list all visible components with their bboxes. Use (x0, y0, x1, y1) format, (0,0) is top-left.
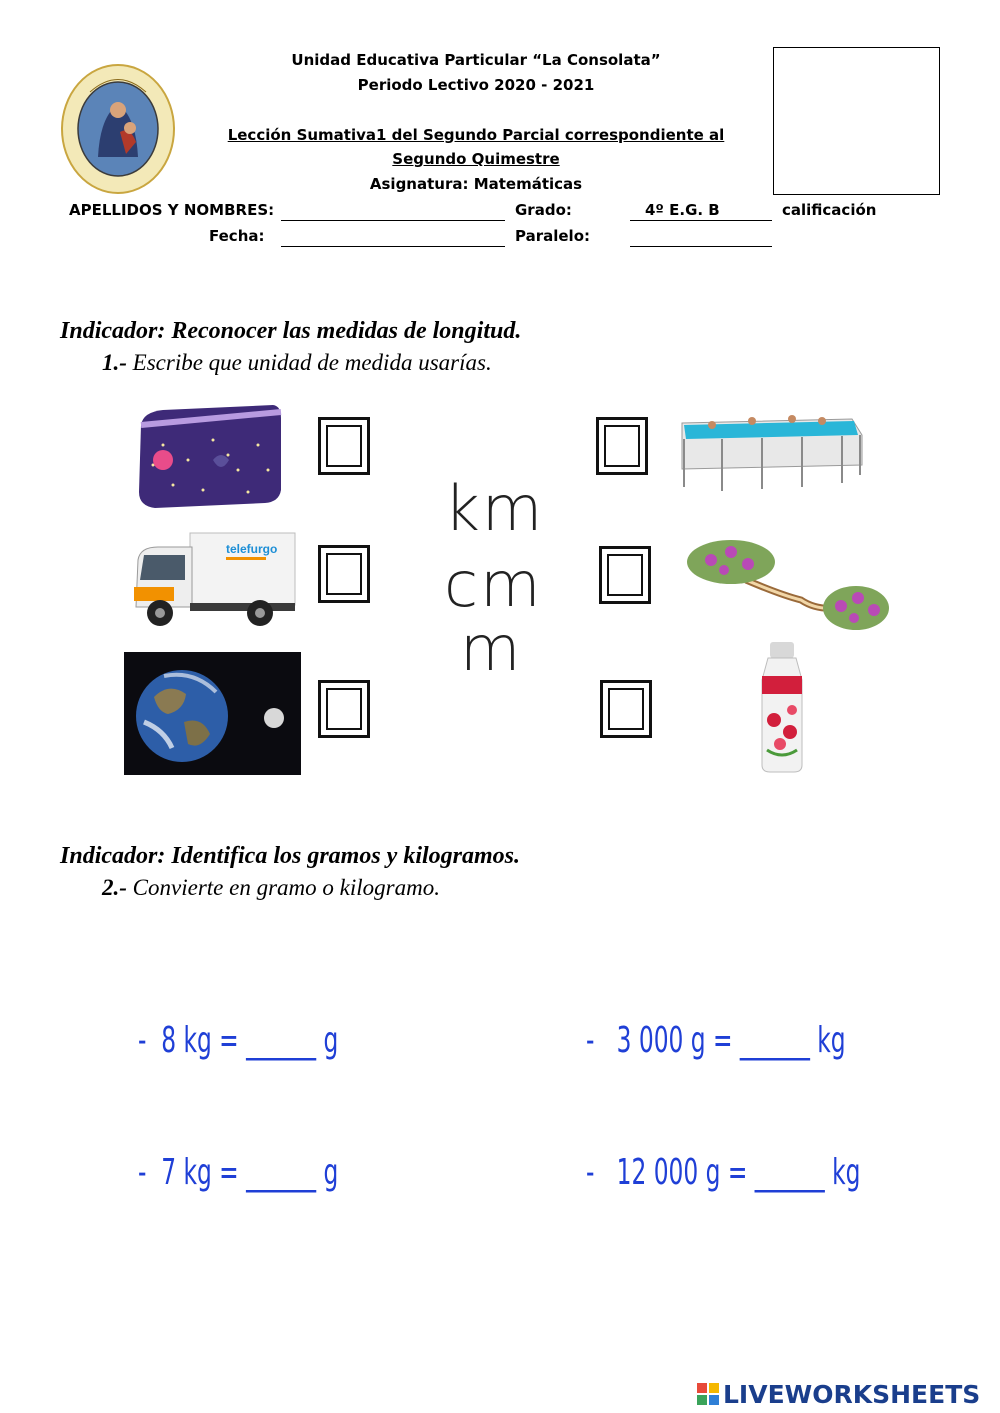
exercise-7kg[interactable]: - 7 kg = ______ g (138, 1152, 339, 1193)
date-label: Fecha: (209, 227, 265, 245)
school-name: Unidad Educativa Particular “La Consolata” (291, 51, 661, 69)
answer-box-earth-moon[interactable] (318, 680, 370, 738)
school-period: Periodo Lectivo 2020 - 2021 (357, 76, 595, 94)
pencil-case-image (133, 400, 283, 510)
pool-image (672, 405, 867, 500)
school-logo (60, 62, 177, 195)
earth-moon-image (124, 652, 301, 775)
liveworksheets-brand: LIVEWORKSHEETS (723, 1379, 981, 1409)
liveworksheets-icon (697, 1383, 719, 1405)
unit-cm: cm (444, 548, 543, 621)
section2-number: 2.- (102, 875, 127, 900)
section2-indicator: Indicador: Identifica los gramos y kilogramos. (60, 843, 521, 869)
lesson-title-line2: Segundo Quimestre (392, 150, 560, 168)
exercise-3000g[interactable]: - 3 000 g = ______ kg (586, 1020, 846, 1061)
liveworksheets-logo[interactable] (697, 1376, 980, 1412)
grade-label: Grado: (515, 201, 572, 219)
lesson-title-line1: Lección Sumativa1 del Segundo Parcial correspondiente al (227, 126, 725, 144)
names-label: APELLIDOS Y NOMBRES: (69, 201, 275, 219)
section2-instruction-text: Convierte en gramo o kilogramo. (132, 875, 440, 900)
answer-box-pool[interactable] (596, 417, 648, 475)
score-box[interactable] (773, 47, 940, 195)
score-label: calificación (782, 201, 877, 219)
subject-title: Asignatura: Matemáticas (369, 175, 583, 193)
exercise-12000g[interactable]: - 12 000 g = ______ kg (586, 1152, 861, 1193)
yogurt-bottle-image (752, 640, 812, 775)
date-field[interactable] (281, 246, 505, 247)
answer-box-pencil-case[interactable] (318, 417, 370, 475)
parallel-label: Paralelo: (515, 227, 590, 245)
path-villages-image (686, 530, 891, 640)
answer-box-path[interactable] (599, 546, 651, 604)
parallel-field[interactable] (630, 246, 772, 247)
unit-km: km (444, 472, 545, 545)
section1-instruction (102, 350, 492, 376)
section1-instruction-text: Escribe que unidad de medida usarías. (132, 350, 492, 375)
grade-field[interactable] (630, 220, 772, 221)
exercise-8kg[interactable]: - 8 kg = ______ g (138, 1020, 339, 1061)
answer-box-truck[interactable] (318, 545, 370, 603)
unit-m: m (460, 612, 523, 685)
section1-number: 1.- (102, 350, 127, 375)
names-field[interactable] (281, 220, 505, 221)
truck-image (130, 525, 298, 630)
section1-indicator: Indicador: Reconocer las medidas de longitud. (60, 318, 522, 344)
answer-box-bottle[interactable] (600, 680, 652, 738)
truck-brand-text: telefurgo (226, 542, 278, 556)
grade-value: 4º E.G. B (645, 201, 720, 219)
section2-instruction (102, 875, 440, 901)
